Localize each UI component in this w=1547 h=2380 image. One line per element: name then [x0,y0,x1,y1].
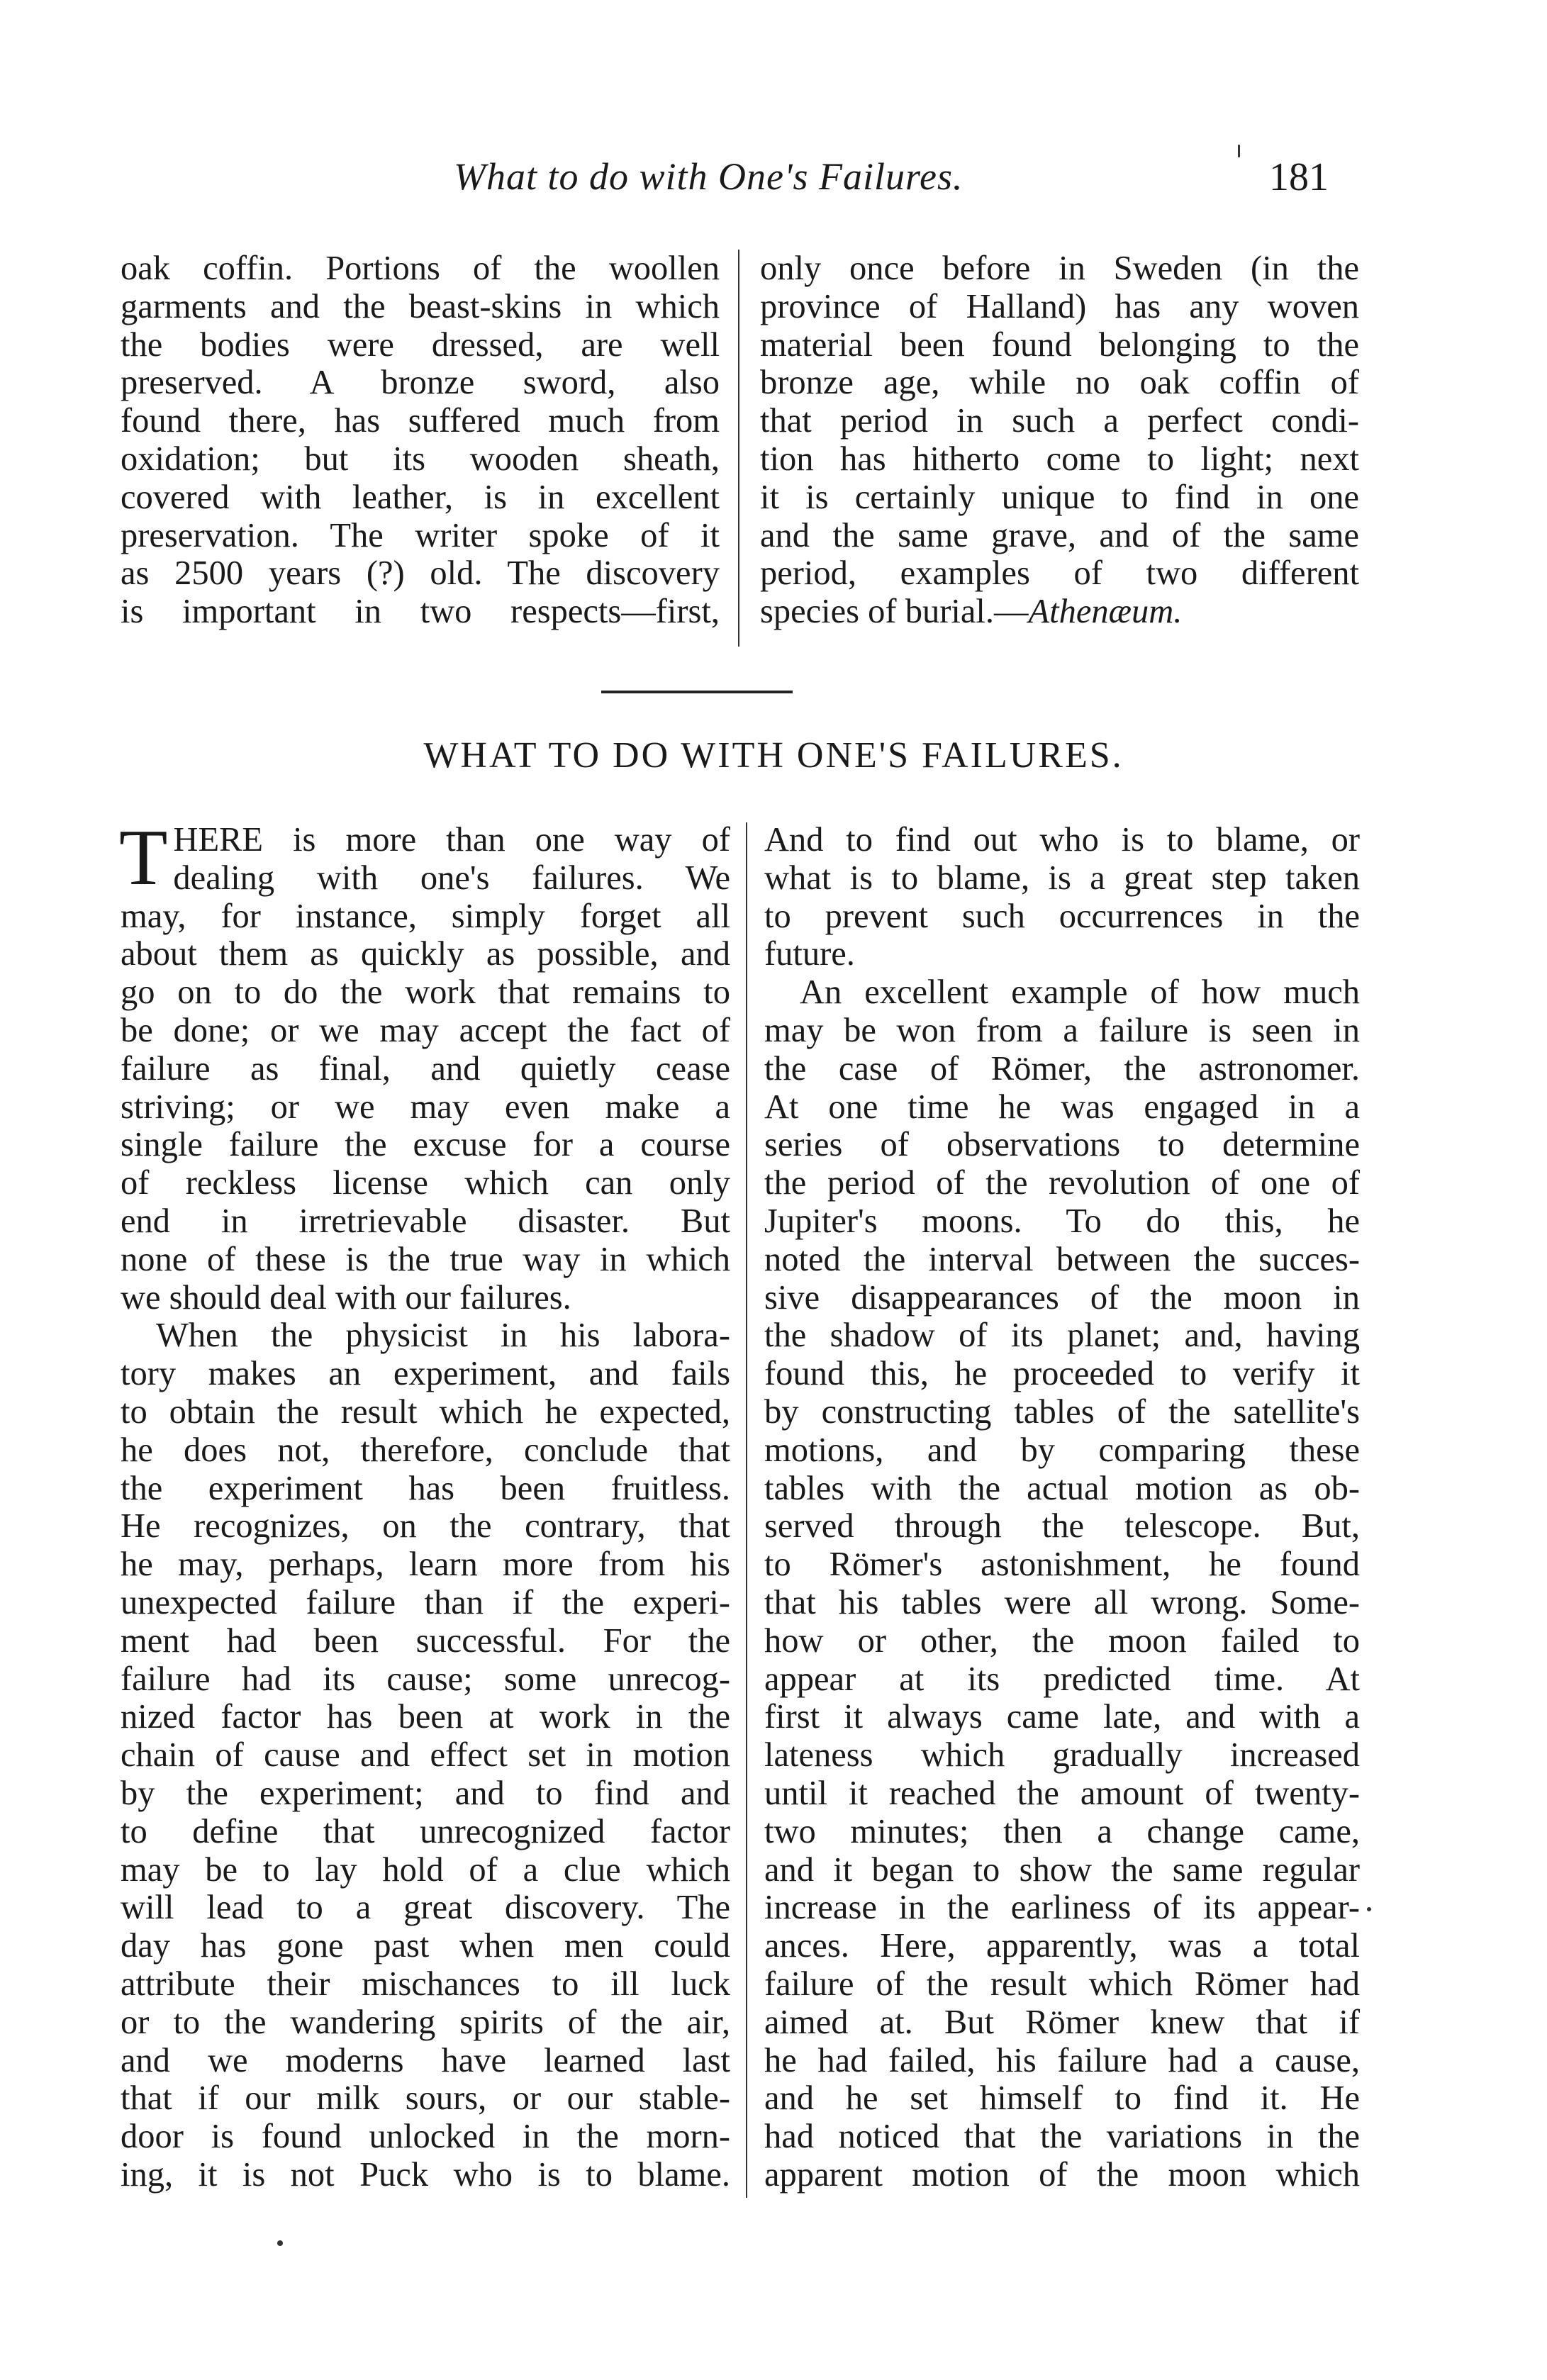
drop-cap: T [119,814,168,902]
text-line: he had failed, his failure had a cause, [764,2041,1360,2079]
text-line: At one time he was engaged in a [764,1088,1360,1126]
text-line: He recognizes, on the contrary, that [121,1507,730,1546]
text-line: future. [764,935,855,973]
text-line: tables with the actual motion as ob- [764,1469,1360,1507]
text-line: single failure the excuse for a course [121,1126,730,1164]
text-line: end in irretrievable disaster. But [121,1202,730,1240]
text-line: go on to do the work that remains to [121,973,730,1012]
text-line: is important in two respects—first, [121,593,720,631]
text-line: as 2500 years (?) old. The discovery [121,554,720,593]
text-line: An excellent example of how much [800,973,1360,1012]
text-line: sive disappearances of the moon in [764,1278,1360,1317]
text-line: dealing with one's failures. We [173,859,730,897]
text-line: covered with leather, is in excellent [121,478,720,516]
text-line: tory makes an experiment, and fails [121,1355,730,1393]
text-line: door is found unlocked in the morn- [121,2118,730,2156]
text-line: oxidation; but its wooden sheath, [121,440,720,478]
text-line: tion has hitherto come to light; next [760,440,1359,478]
text-line: none of these is the true way in which [121,1240,730,1278]
text-line: appear at its predicted time. At [764,1660,1360,1698]
previous-article-right-column [760,250,1359,631]
text-line: be done; or we may accept the fact of [121,1011,730,1049]
text-line: HERE is more than one way of [173,821,730,859]
text-line: until it reached the amount of twenty- [764,1774,1360,1812]
text-line: increase in the earliness of its appear- [764,1889,1360,1927]
text-line: will lead to a great discovery. The [121,1889,730,1927]
text-line: by constructing tables of the satellite's [764,1392,1360,1431]
text-line: we should deal with our failures. [121,1278,571,1317]
text-line: day has gone past when men could [121,1927,730,1965]
running-title: What to do with One's Failures. [454,155,964,198]
text-line: attribute their mischances to ill luck [121,1965,730,2003]
text-line: failure as final, and quietly cease [121,1049,730,1088]
text-line: noted the interval between the succes- [764,1240,1360,1278]
text-line: motions, and by comparing these [764,1431,1360,1469]
text-line: had noticed that the variations in the [764,2118,1360,2156]
running-head [0,155,1547,204]
text-line: chain of cause and effect set in motion [121,1736,730,1775]
text-line: ment had been successful. For the [121,1621,730,1660]
text-line: that period in such a perfect condi- [760,402,1359,440]
text-line: the period of the revolution of one of [764,1164,1360,1202]
text-line: or to the wandering spirits of the air, [121,2003,730,2041]
text-line: material been found belonging to the [760,325,1359,364]
text-line: failure had its cause; some unrecog- [121,1660,730,1698]
text-line: ances. Here, apparently, was a total [764,1927,1360,1965]
text-line: he does not, therefore, conclude that [121,1431,730,1469]
text-line: to define that unrecognized factor [121,1812,730,1850]
text-line: two minutes; then a change came, [764,1812,1360,1850]
text-line: failure of the result which Römer had [764,1965,1360,2003]
text-line: preservation. The writer spoke of it [121,516,720,554]
text-line: garments and the beast-skins in which [121,287,720,325]
text-line: oak coffin. Portions of the woollen [121,250,720,287]
page-number: 181 [1269,155,1329,199]
text-line: the shadow of its planet; and, having [764,1317,1360,1355]
article-title: WHAT TO DO WITH ONE'S FAILURES. [423,735,1124,776]
text-line: striving; or we may even make a [121,1088,730,1126]
text-line: and the same grave, and of the same [760,516,1359,554]
text-line: And to find out who is to blame, or [764,821,1360,859]
section-divider [601,691,793,693]
text-line: bronze age, while no oak coffin of [760,364,1359,402]
text-line [760,593,1359,631]
text-line: Jupiter's moons. To do this, he [764,1202,1360,1240]
article-left-column [119,814,730,2194]
text-line: may be to lay hold of a clue which [121,1850,730,1889]
text-line: the bodies were dressed, are well [121,325,720,364]
text-line: that if our milk sours, or our stable- [121,2079,730,2118]
text-line: he may, perhaps, learn more from his [121,1546,730,1584]
text-line: and it began to show the same regular [764,1850,1360,1889]
text-line: may, for instance, simply forget all [121,897,730,935]
text-line: preserved. A bronze sword, also [121,364,720,402]
text-line: When the physicist in his labora- [156,1317,730,1355]
text-line: that his tables were all wrong. Some- [764,1583,1360,1621]
text-line: to Römer's astonishment, he found [764,1546,1360,1584]
column-rule [738,250,739,647]
text-line: served through the telescope. But, [764,1507,1360,1546]
text-line: series of observations to determine [764,1126,1360,1164]
text-line: found this, he proceeded to verify it [764,1355,1360,1393]
stray-ink-mark [1238,145,1240,157]
text-line: to obtain the result which he expected, [121,1392,730,1431]
text-line: the case of Römer, the astronomer. [764,1049,1360,1088]
text-line: and we moderns have learned last [121,2041,730,2079]
text-line: nized factor has been at work in the [121,1698,730,1736]
text-line: apparent motion of the moon which [764,2155,1360,2194]
text-line: first it always came late, and with a [764,1698,1360,1736]
final-line-text: species of burial.— [760,593,1029,631]
text-line: ing, it is not Puck who is to blame. [121,2155,730,2194]
text-line: by the experiment; and to find and [121,1774,730,1812]
text-line: about them as quickly as possible, and [121,935,730,973]
source-attribution: Athenæum. [1028,593,1183,631]
text-line: may be won from a failure is seen in [764,1011,1360,1049]
article-right-column [764,821,1360,2194]
previous-article-left-column [121,250,720,631]
text-line: aimed at. But Römer knew that if [764,2003,1360,2041]
text-line: lateness which gradually increased [764,1736,1360,1775]
text-line: how or other, the moon failed to [764,1621,1360,1660]
text-line: to prevent such occurrences in the [764,897,1360,935]
text-line: and he set himself to find it. He [764,2079,1360,2118]
text-line: found there, has suffered much from [121,402,720,440]
text-line: period, examples of two different [760,554,1359,593]
text-line: only once before in Sweden (in the [760,250,1359,287]
stray-ink-mark [1367,1907,1371,1911]
stray-ink-mark [277,2240,283,2246]
text-line: the experiment has been fruitless. [121,1469,730,1507]
text-line: what is to blame, is a great step taken [764,859,1360,897]
text-line: it is certainly unique to find in one [760,478,1359,516]
column-rule [746,822,747,2198]
text-line: unexpected failure than if the experi- [121,1583,730,1621]
text-line: of reckless license which can only [121,1164,730,1202]
text-line: province of Halland) has any woven [760,287,1359,325]
